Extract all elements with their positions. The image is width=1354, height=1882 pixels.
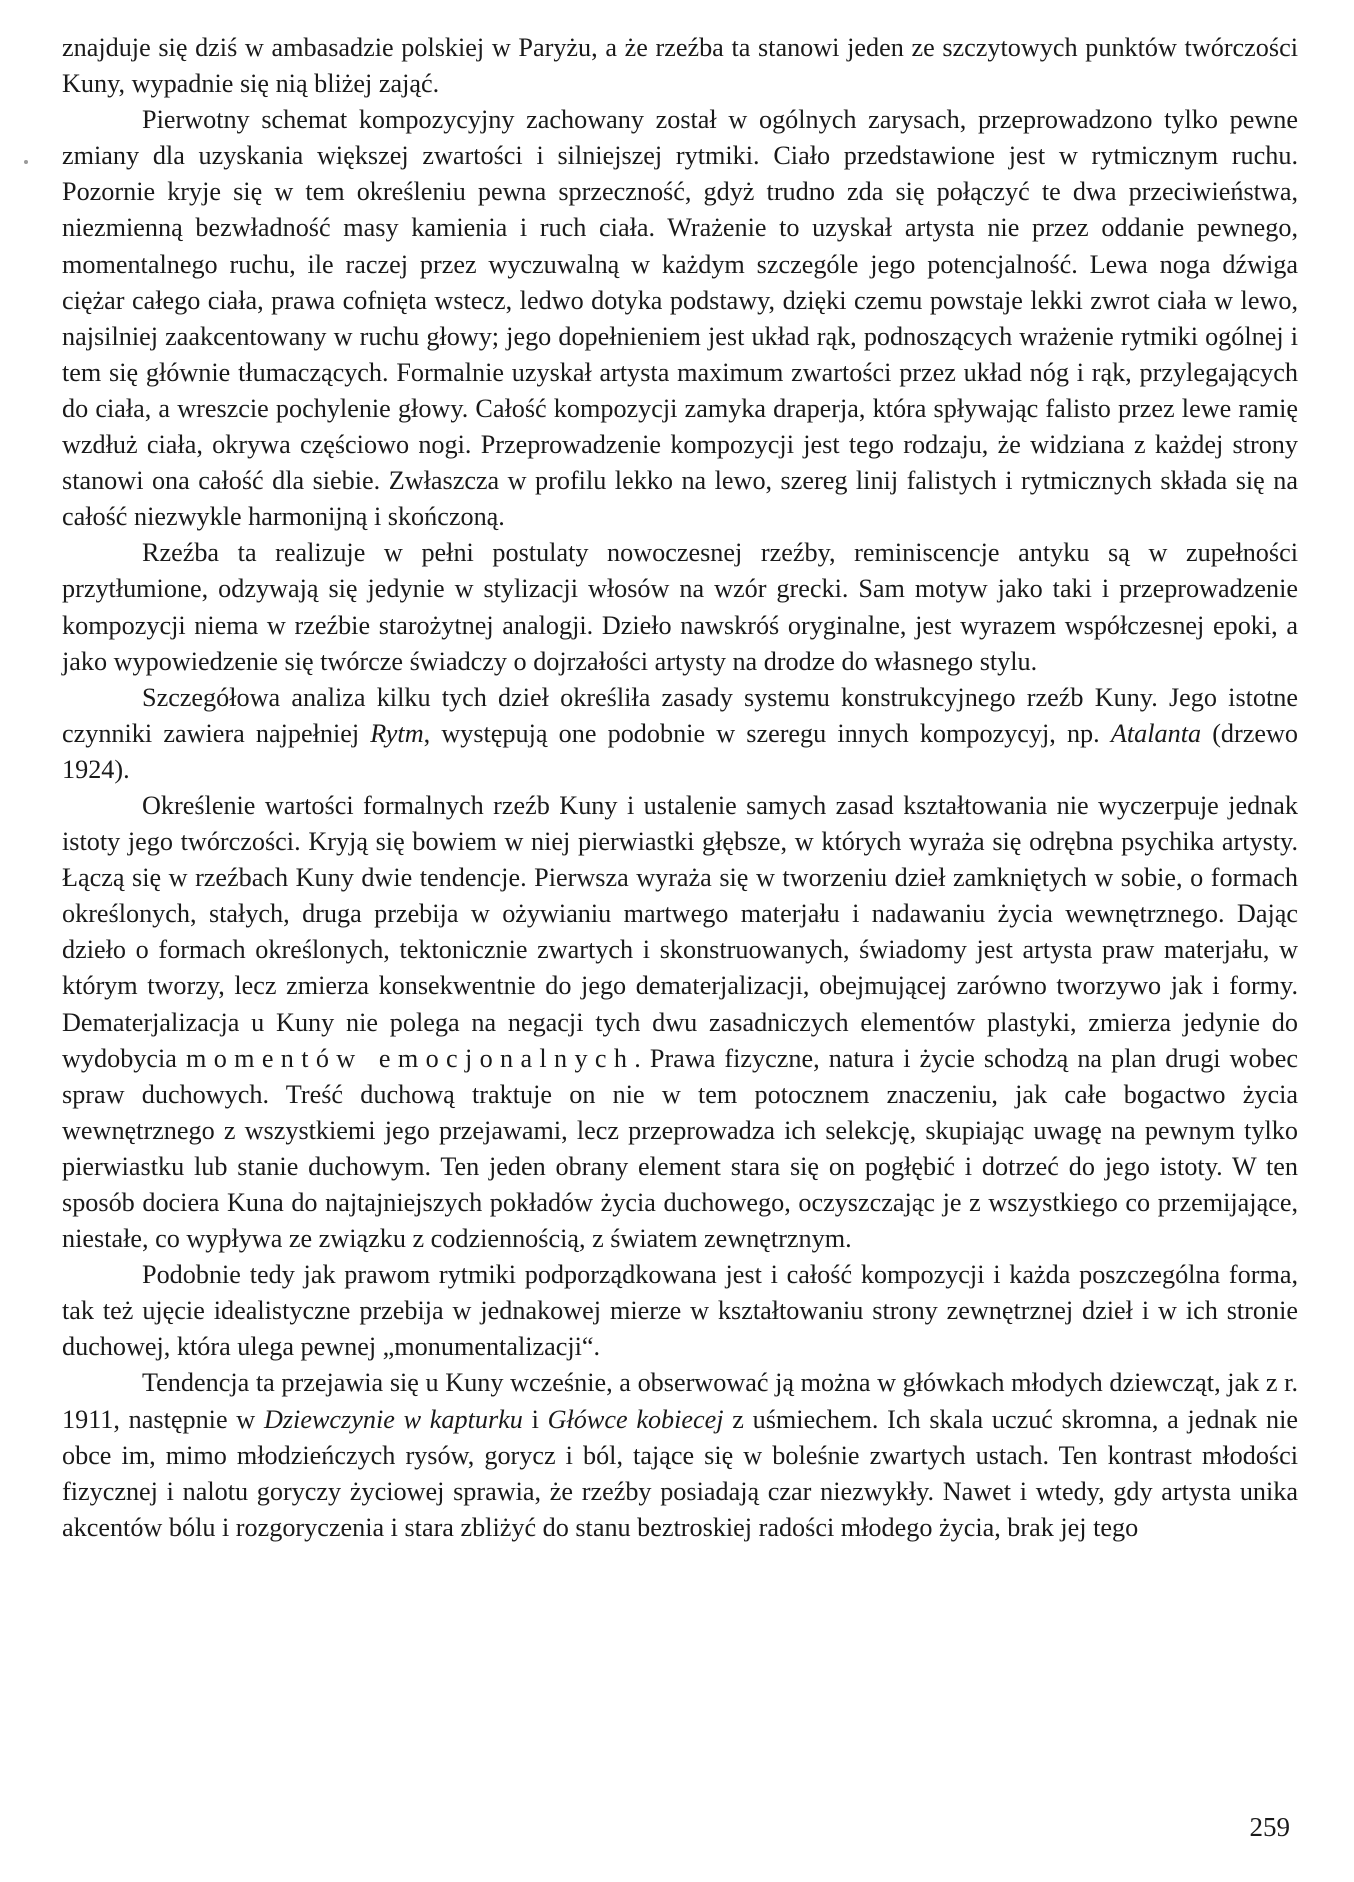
paragraph-1 (62, 30, 1298, 102)
paragraph-4 (62, 680, 1298, 788)
text-run: , występują one podobnie w szeregu innych kompozycyj, np. (423, 718, 1111, 748)
text-run: znajduje się dziś w ambasadzie polskiej w Paryżu, a że rzeźba ta stanowi jeden ze szczytowych punktów twórczości Kuny, wypadnie się nią bliżej zająć. (62, 33, 1298, 99)
text-run: (drzewo 1924). (62, 718, 1298, 784)
margin-speck (24, 160, 28, 164)
italic-title-dziewczynie: Dziewczynie w kapturku (263, 1404, 523, 1434)
italic-title-atalanta: Atalanta (1110, 718, 1202, 748)
text-run: Rzeźba ta realizuje w pełni postulaty nowoczesnej rzeźby, reminiscencje antyku są w zupełności przytłumione, odzywają się jedynie w stylizacji włosów na wzór grecki. Sam motyw jako taki i przeprowadzenie kompozycji niema w rzeźbie starożytnej analogji. Dzieło nawskróś oryginalne, jest wyrazem współczesnej epoki, a jako wypowiedzenie się twórcze świadczy o dojrzałości artysty na drodze do własnego stylu. (62, 538, 1298, 676)
paragraph-5 (62, 788, 1298, 1257)
paragraph-2 (62, 102, 1298, 535)
text-run: i (522, 1404, 548, 1434)
page-body (62, 30, 1298, 1546)
text-run: Pierwotny schemat kompozycyjny zachowany został w ogólnych zarysach, przeprowadzono tylko pewne zmiany dla uzyskania większej zwartości i silniejszej rytmiki. Ciało przedstawione jest w rytmicznym ruchu. Pozornie kryje się w tem określeniu pewna sprzeczność, gdyż trudno zda się połączyć te dwa przeciwieństwa, niezmienną bezwładność masy kamienia i ruch ciała. Wrażenie to uzyskał artysta nie przez oddanie pewnego, momentalnego ruchu, ile raczej przez wyczuwalną w każdym szczególe jego potencjalność. Lewa noga dźwiga ciężar całego ciała, prawa cofnięta wstecz, ledwo dotyka podstawy, dzięki czemu powstaje lekki zwrot ciała w lewo, najsilniej zaakcentowany w ruchu głowy; jego dopełnieniem jest układ rąk, podnoszących wrażenie rytmiki ogólnej i tem się głównie tłumaczących. Formalnie uzyskał artysta maximum zwartości przez układ nóg i rąk, przylegających do ciała, a wreszcie pochylenie głowy. Całość kompozycji zamyka draperja, która spływając falisto przez lewe ramię wzdłuż ciała, okrywa częściowo nogi. Przeprowadzenie kompozycji jest tego rodzaju, że widziana z każdej strony stanowi ona całość dla siebie. Zwłaszcza w profilu lekko na lewo, szereg linij falistych i rytmicznych składa się na całość niezwykle harmonijną i skończoną. (62, 105, 1298, 532)
text-run: Tendencja ta przejawia się u Kuny wcześnie, a obserwować ją można w główkach młodych dziewcząt, jak z r. 1911, następnie w (62, 1368, 1298, 1434)
text-run: Określenie wartości formalnych rzeźb Kuny i ustalenie samych zasad kształtowania nie wyczerpuje jednak istoty jego twórczości. Kryją się bowiem w niej pierwiastki głębsze, w których wyraża się odrębna psychika artysty. Łączą się w rzeźbach Kuny dwie tendencje. Pierwsza wyraża się w tworzeniu dzieł zamkniętych w sobie, o formach określonych, stałych, druga przebija w ożywianiu martwego materjału i nadawaniu życia wewnętrznego. Dając dzieło o formach określonych, tektonicznie zwartych i skonstruowanych, świadomy jest artysta praw materjału, w którym tworzy, lecz zmierza konsekwentnie do jego dematerjalizacji, obejmującej zarówno tworzywo jak i formy. Dematerjalizacja u Kuny nie polega na negacji tych dwu zasadniczych elementów plastyki, zmierza jedynie do wydobycia (62, 790, 1298, 1073)
paragraph-3 (62, 535, 1298, 679)
paragraph-7 (62, 1365, 1298, 1545)
text-run: Szczegółowa analiza kilku tych dzieł określiła zasady systemu konstrukcyjnego rzeźb Kuny. Jego istotne czynniki zawiera najpełniej (62, 682, 1298, 748)
italic-title-glowce: Główce kobiecej (547, 1404, 724, 1434)
italic-title-rytm: Rytm (370, 718, 424, 748)
text-run: . Prawa fizyczne, natura i życie schodzą na plan drugi wobec spraw duchowych. Treść duchową traktuje on nie w tem potocznem znaczeniu, jak całe bogactwo życia wewnętrznego z wszystkiemi jego przejawami, lecz przeprowadza ich selekcję, skupiając uwagę na pewnym tylko pierwiastku lub stanie duchowym. Ten jeden obrany element stara się on pogłębić i dotrzeć do jego istoty. W ten sposób dociera Kuna do najtajniejszych pokładów życia duchowego, oczyszczając je z wszystkiego co przemijające, niestałe, co wypływa ze związku z codziennością, z światem zewnętrznym. (62, 1043, 1298, 1254)
page-number: 259 (1249, 1812, 1290, 1842)
paragraph-6 (62, 1257, 1298, 1365)
spaced-emphasis: momentów emocjonalnych (185, 1043, 635, 1073)
text-run: z uśmiechem. Ich skala uczuć skromna, a jednak nie obce im, mimo młodzieńczych rysów, gorycz i ból, tające się w boleśnie zwartych ustach. Ten kontrast młodości fizycznej i nalotu goryczy życiowej sprawia, że rzeźby posiadają czar niezwykły. Nawet i wtedy, gdy artysta unika akcentów bólu i rozgoryczenia i stara zbliżyć do stanu beztroskiej radości młodego życia, brak jej tego (62, 1404, 1298, 1542)
text-run: Podobnie tedy jak prawom rytmiki podporządkowana jest i całość kompozycji i każda poszczególna forma, tak też ujęcie idealistyczne przebija w jednakowej mierze w kształtowaniu strony zewnętrznej dzieł i w ich stronie duchowej, która ulega pewnej „monumentalizacji“. (62, 1260, 1298, 1362)
